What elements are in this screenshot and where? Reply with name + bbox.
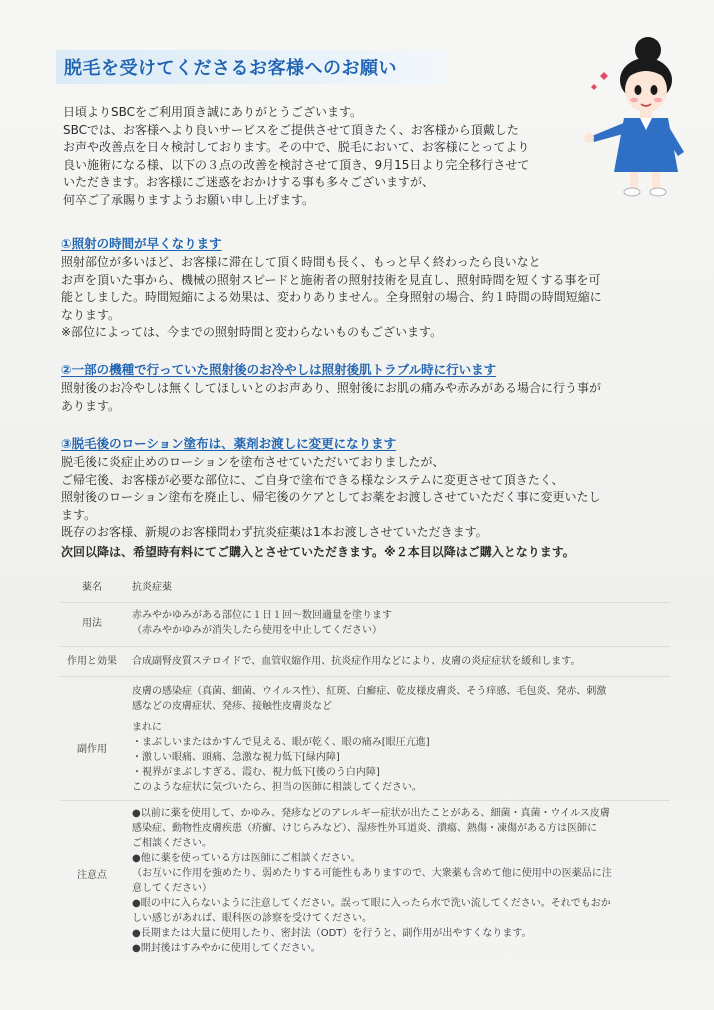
drug-row-text: ●長期または大量に使用したり、密封法（ODT）を行うと、副作用が出やすくなります。: [132, 928, 532, 939]
table-divider: [60, 602, 670, 603]
drug-row-text: ご相談ください。: [132, 838, 212, 849]
section-line: 照射部位が多いほど、お客様に滞在して頂く時間も長く、もっと早く終わったら良いなと: [61, 255, 541, 269]
section-line: 脱毛後に炎症止めのローションを塗布させていただいておりましたが、: [61, 455, 445, 469]
drug-row-text: ・視界がまぶしすぎる、霞む、視力低下[後のう白内障]: [132, 767, 380, 778]
section-heading: ③脱毛後のローション塗布は、薬剤お渡しに変更になります: [61, 436, 397, 451]
drug-row-text: 赤みやかゆみがある部位に１日１回～数回適量を塗ります: [132, 610, 392, 621]
section-irradiation-time: [61, 234, 671, 342]
purchase-note: 次回以降は、希望時有料にてご購入とさせていただきます。※２本目以降はご購入となります。: [61, 545, 575, 559]
section-line: ご帰宅後、お客様が必要な部位に、ご自身で塗布できる様なシステムに変更させて頂きたく、: [61, 472, 564, 487]
drug-row-text: 感などの皮膚症状、発疹、接触性皮膚炎など: [132, 701, 332, 712]
drug-row-label: 用法: [82, 618, 102, 629]
section-line: なります。: [61, 307, 121, 322]
drug-row-text: 合成副腎皮質ステロイドで、血管収縮作用、抗炎症作用などにより、皮膚の炎症症状を緩和します。: [132, 656, 581, 667]
table-divider: [60, 800, 670, 801]
section-line: お声を頂いた事から、機械の照射スピードと施術者の照射技術を見直し、照射時間を短くする事を可: [61, 272, 601, 287]
section-line: あります。: [61, 398, 121, 413]
intro-line: SBCでは、お客様へより良いサービスをご提供させて頂きたく、お客様から頂戴した: [63, 122, 519, 137]
drug-row-text: ・激しい眼痛、頭痛、急激な視力低下[緑内障]: [132, 752, 340, 763]
section-line: 照射後のローション塗布を廃止し、帰宅後のケアとしてお薬をお渡しさせていただく事に変更いたし: [61, 490, 601, 504]
drug-row-text: （赤みやかゆみが消失したら使用を中止してください）: [132, 625, 382, 636]
drug-row-text: しい感じがあれば、眼科医の診察を受けてください。: [132, 913, 372, 924]
drug-row-text: ●他に薬を使っている方は医師にご相談ください。: [132, 853, 361, 864]
drug-row-label: 薬名: [82, 582, 102, 593]
drug-row-label: 作用と効果: [67, 656, 117, 667]
drug-row-text: 皮膚の感染症（真菌、細菌、ウイルス性）、紅斑、白癬症、乾皮様皮膚炎、そう痒感、毛包炎、発赤、刺激: [132, 686, 607, 697]
drug-row-text: 感染症、動物性皮膚疾患（疥癬、けじらみなど）、湿疹性外耳道炎、潰瘍、熱傷・凍傷がある方は医師に: [132, 823, 597, 834]
section-lotion: [61, 434, 671, 542]
section-line: 能としました。時間短縮による効果は、変わりありません。全身照射の場合、約１時間の時間短縮に: [61, 290, 602, 304]
section-line: 照射後のお冷やしは無くしてほしいとのお声あり、照射後にお肌の痛みや赤みがある場合に行う事が: [61, 381, 602, 395]
document-title: 脱毛を受けてくださるお客様へのお願い: [64, 58, 397, 79]
table-divider: [60, 676, 670, 677]
section-line: ます。: [61, 507, 97, 522]
section-line: ※部位によっては、今までの照射時間と変わらないものもございます。: [61, 325, 443, 339]
drug-row-label: 副作用: [77, 744, 107, 755]
drug-row-text: 意してください）: [132, 883, 212, 894]
drug-row-text: ●開封後はすみやかに使用してください。: [132, 943, 321, 954]
table-divider: [60, 646, 670, 647]
drug-row-text: ・まぶしいまたはかすんで見える、眼が乾く、眼の痛み[眼圧亢進]: [132, 737, 430, 748]
drug-row-text: まれに: [132, 722, 162, 733]
section-cooling: [61, 360, 671, 415]
intro-line: 良い施術になる様、以下の３点の改善を検討させて頂き、9月15日より完全移行させて: [63, 157, 530, 172]
drug-row-text: （お互いに作用を強めたり、弱めたりする可能性もありますので、大衆薬も含めて他に使用中の医薬品に注: [132, 868, 612, 879]
intro-line: 日頃よりSBCをご利用頂き誠にありがとうございます。: [63, 105, 363, 119]
drug-row-text: ●以前に薬を使用して、かゆみ、発疹などのアレルギー症状が出たことがある、細菌・真菌・ウイルス皮膚: [132, 808, 610, 819]
intro-line: 何卒ご了承賜りますようお願い申し上げます。: [63, 192, 315, 207]
drug-row-text: このような症状に気づいたら、担当の医師に相談してください。: [132, 782, 422, 793]
drug-row-label: 注意点: [77, 870, 107, 881]
intro-line: お声や改善点を日々検討しております。その中で、脱毛において、お客様にとってより: [63, 140, 530, 154]
section-heading: ①照射の時間が早くなります: [61, 236, 222, 251]
intro-line: いただきます。お客様にご迷惑をおかけする事も多々ございますが、: [63, 175, 435, 189]
section-line: 既存のお客様、新規のお客様問わず抗炎症薬は1本お渡しさせていただきます。: [61, 525, 488, 539]
drug-row-text: 抗炎症薬: [132, 582, 172, 593]
section-heading: ②一部の機種で行っていた照射後のお冷やしは照射後肌トラブル時に行います: [61, 362, 497, 377]
drug-row-text: ●眼の中に入らないように注意してください。誤って眼に入ったら水で洗い流してください。それでもおか: [132, 898, 611, 909]
intro-paragraph: [63, 104, 663, 209]
